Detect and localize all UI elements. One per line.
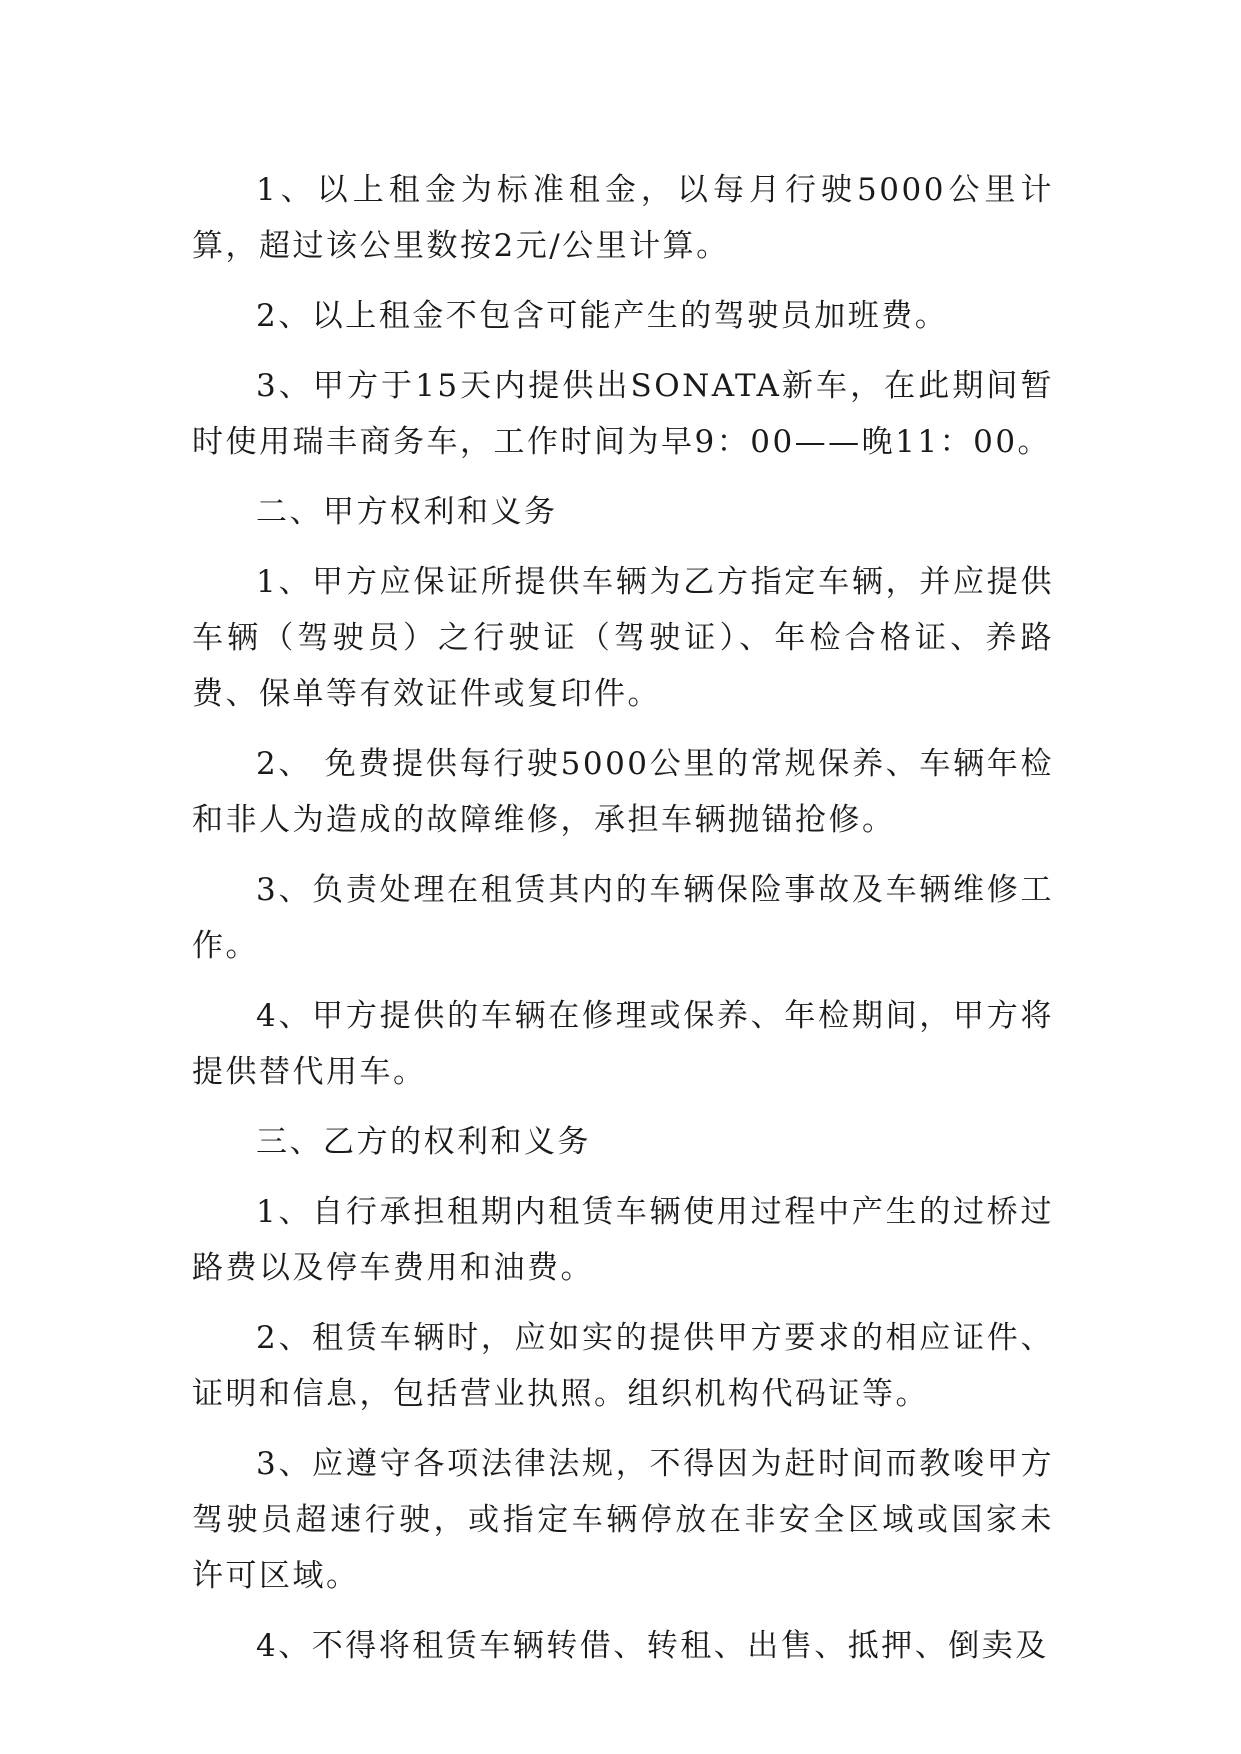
paragraph-party-a-replacement: 4、甲方提供的车辆在修理或保养、年检期间，甲方将提供替代用车。 xyxy=(192,998,1054,1090)
paragraph-new-car-provision: 3、甲方于15天内提供出SONATA新车，在此期间暂时使用瑞丰商务车，工作时间为早9：00——晚11：00。 xyxy=(192,368,1054,460)
paragraph-party-b-fees: 1、自行承担租期内租赁车辆使用过程中产生的过桥过路费以及停车费用和油费。 xyxy=(192,1194,1054,1286)
section-heading-party-b: 三、乙方的权利和义务 xyxy=(256,1124,591,1160)
paragraph-party-b-no-transfer: 4、不得将租赁车辆转借、转租、出售、抵押、倒卖及 xyxy=(256,1628,1049,1664)
document-body xyxy=(192,162,1054,1688)
section-heading-party-a: 二、甲方权利和义务 xyxy=(256,494,558,530)
paragraph-rent-standard: 1、以上租金为标准租金，以每月行驶5000公里计算，超过该公里数按2元/公里计算。 xyxy=(192,172,1054,264)
paragraph-party-a-insurance: 3、负责处理在租赁其内的车辆保险事故及车辆维修工作。 xyxy=(192,872,1054,964)
paragraph-party-a-maintenance: 2、 免费提供每行驶5000公里的常规保养、车辆年检和非人为造成的故障维修，承担车辆抛锚抢修。 xyxy=(192,746,1054,838)
paragraph-party-a-documents: 1、甲方应保证所提供车辆为乙方指定车辆，并应提供车辆（驾驶员）之行驶证（驾驶证）、年检合格证、养路费、保单等有效证件或复印件。 xyxy=(192,564,1054,712)
paragraph-overtime-fee: 2、以上租金不包含可能产生的驾驶员加班费。 xyxy=(256,298,949,334)
paragraph-party-b-laws: 3、应遵守各项法律法规，不得因为赶时间而教唆甲方驾驶员超速行驶，或指定车辆停放在非安全区域或国家未许可区域。 xyxy=(192,1446,1054,1594)
paragraph-party-b-documents: 2、租赁车辆时，应如实的提供甲方要求的相应证件、证明和信息，包括营业执照。组织机构代码证等。 xyxy=(192,1320,1054,1412)
